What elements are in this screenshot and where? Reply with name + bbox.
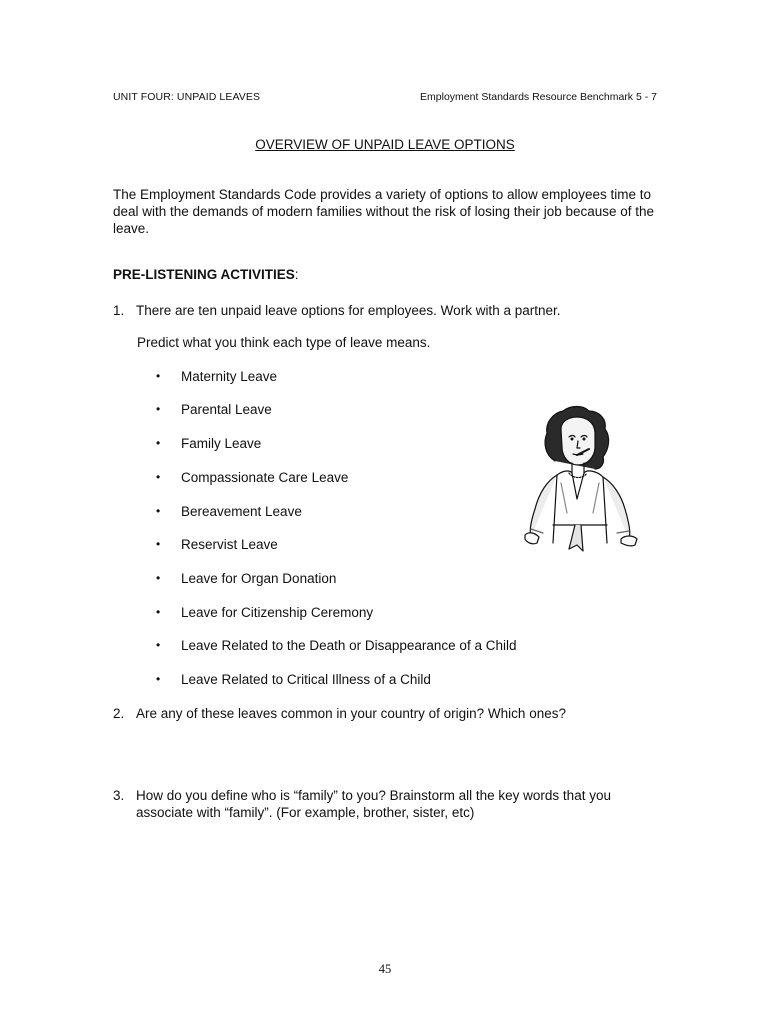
list-item-label: Parental Leave (181, 402, 272, 417)
bullet-icon: • (156, 672, 161, 686)
bullet-icon: • (156, 402, 161, 416)
intro-paragraph: The Employment Standards Code provides a variety of options to allow employees time to deal with the demands of modern families without the risk of losing their job because of the leave. (113, 187, 655, 236)
list-item-label: Bereavement Leave (181, 504, 302, 519)
bullet-icon: • (156, 571, 161, 585)
question-text: There are ten unpaid leave options for employees. Work with a partner. (136, 303, 561, 318)
section-heading-text: PRE-LISTENING ACTIVITIES (113, 267, 295, 282)
bullet-icon: • (156, 638, 161, 652)
bullet-icon: • (156, 504, 161, 518)
list-item-label: Leave for Organ Donation (181, 571, 337, 586)
question-text: How do you define who is “family” to you? Brainstorm all the key words that you associate with “family”. (For example, brother, sister, etc) (136, 788, 611, 820)
bullet-icon: • (156, 605, 161, 619)
bullet-icon: • (156, 369, 161, 383)
page-title: OVERVIEW OF UNPAID LEAVE OPTIONS (255, 137, 515, 152)
section-heading (113, 267, 299, 282)
question-number: 3. (113, 788, 125, 803)
question-text: Are any of these leaves common in your country of origin? Which ones? (136, 706, 566, 721)
list-item-label: Maternity Leave (181, 369, 278, 384)
unit-header: UNIT FOUR: UNPAID LEAVES (113, 91, 261, 103)
list-item-label: Compassionate Care Leave (181, 470, 349, 485)
question-number: 1. (113, 303, 125, 318)
list-item-label: Leave Related to Critical Illness of a Child (181, 672, 431, 687)
bullet-icon: • (156, 470, 161, 484)
list-item-label: Leave for Citizenship Ceremony (181, 605, 374, 620)
list-item-label: Leave Related to the Death or Disappearance of a Child (181, 638, 517, 653)
question-1-instruction: Predict what you think each type of leave means. (137, 335, 431, 350)
bullet-icon: • (156, 537, 161, 551)
page-number: 45 (378, 962, 392, 976)
woman-thinking-illustration (517, 403, 643, 555)
resource-header: Employment Standards Resource Benchmark 5 - 7 (420, 91, 657, 103)
section-heading-colon: : (294, 267, 299, 282)
list-item-label: Reservist Leave (181, 537, 278, 552)
bullet-icon: • (156, 436, 161, 450)
list-item-label: Family Leave (181, 436, 262, 451)
question-number: 2. (113, 706, 125, 721)
